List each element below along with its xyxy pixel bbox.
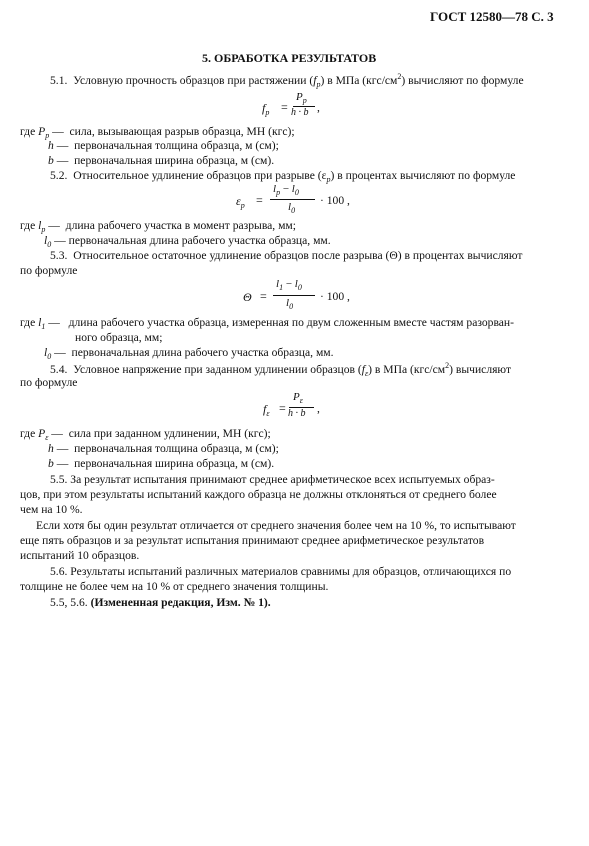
text-fragment: где [20,125,36,138]
text-fragment: ) в МПа (кгс/см [320,74,398,87]
text-fragment: h · b [288,408,306,419]
text-fragment: l [286,297,290,309]
text-fragment: — [52,125,64,138]
text-fragment: f [313,74,317,87]
text-fragment: сила, вызывающая разрыв образца, МН (кгс); [69,125,295,138]
text-fragment: − [285,278,293,290]
paragraph-5-5-line: 5.5. За результат испытания принимают среднее арифметическое всех испытуемых образ- [50,473,495,486]
definition-item [48,155,274,167]
text-fragment: P [293,391,300,403]
text-fragment: — [56,457,69,470]
text-fragment: ε [266,409,270,418]
text-fragment: где [20,427,36,440]
text-fragment: — [54,234,66,247]
text-fragment: где [20,219,36,232]
text-fragment: P [296,91,303,103]
text-fragment: 2 [397,72,402,81]
text-fragment: 5.3. [50,249,68,262]
text-fragment: h [48,442,54,455]
paragraph-5-5-line: чем на 10 %. [20,503,83,516]
text-fragment: l [294,278,298,290]
paragraph-5-4-line: по формуле [20,376,78,389]
text-fragment: Θ [243,290,252,304]
text-fragment: — [56,139,69,152]
definition-item [48,140,279,152]
text-fragment: , [317,101,320,114]
text-fragment: Условную прочность образцов при растяжении ( [73,74,314,87]
text-fragment: = [260,289,267,303]
text-fragment: 0 [294,188,299,197]
text-fragment: l [38,316,42,329]
text-fragment: — [56,154,69,167]
text-fragment: Относительное удлинение образцов при разрыве (ε [73,169,327,182]
text-fragment: 5.5, 5.6. [50,596,88,609]
text-fragment: l [288,201,292,213]
text-fragment: первоначальная длина рабочего участка образца, мм. [71,346,334,359]
text-fragment: 1 [279,283,284,292]
definition-continuation: ного образца, мм; [75,331,163,344]
text-fragment: 5.2. [50,169,68,182]
text-fragment: ) в МПа (кгс/см [368,363,446,376]
text-fragment: l [38,219,42,232]
text-fragment: Относительное остаточное удлинение образцов после разрыва (Θ) в процентах вычисляют [73,249,523,262]
definition-item [44,347,334,361]
text-fragment: h [48,139,54,152]
text-fragment: ) вычисляют по формуле [401,74,524,87]
paragraph-5-6-line: толщине не более чем на 10 % от среднего значения толщины. [20,580,329,593]
section-title: 5. ОБРАБОТКА РЕЗУЛЬТАТОВ [202,51,377,65]
text-fragment: первоначальная толщина образца, м (см); [74,139,279,152]
definition-item [48,443,279,455]
text-fragment: первоначальная ширина образца, м (см). [74,457,275,470]
text-fragment: b [48,457,54,470]
text-fragment: = [281,100,288,114]
text-fragment: f [361,363,365,376]
text-fragment: f [263,402,267,416]
definition-item [20,220,296,234]
definition-item [20,317,514,331]
text-fragment: первоначальная ширина образца, м (см). [74,154,275,167]
text-fragment: ε [299,396,303,405]
definition-item [44,235,331,249]
text-fragment: p [45,131,50,140]
text-fragment: p [265,108,270,117]
paragraph-5-1-line [50,73,524,89]
text-fragment: P [38,427,46,440]
text-fragment: 0 [289,302,294,311]
text-fragment: 0 [47,352,52,361]
text-fragment: l [273,183,277,195]
paragraph-5-2-line [50,170,515,184]
text-fragment: (Измененная редакция, Изм. № 1). [90,596,271,609]
paragraph-5-6-line: 5.6. Результаты испытаний различных материалов сравнимы для образцов, отличающихся по [50,565,512,578]
paragraph-5-3-line: по формуле [20,264,78,277]
text-fragment: h · b [291,107,309,118]
text-fragment: p [316,80,321,89]
definition-item [20,428,271,442]
text-fragment: первоначальная толщина образца, м (см); [74,442,279,455]
text-fragment: p [302,96,307,105]
text-fragment: l [44,234,48,247]
paragraph-5-5-line: цов, при этом результаты испытаний каждого образца не должны отклоняться от среднего более [20,488,497,501]
text-fragment: — [48,219,60,232]
text-fragment: ε [236,194,241,208]
definition-item [48,458,274,470]
text-fragment: — [51,427,63,440]
text-fragment: − [282,183,290,195]
text-fragment: 0 [297,283,302,292]
amendment-note [50,597,271,609]
text-fragment: P [38,125,46,138]
text-fragment: Условное напряжение при заданном удлинении образцов ( [73,363,362,376]
paragraph-5-5b-line: испытаний 10 образцов. [20,549,140,562]
text-fragment: ε [45,433,49,442]
text-fragment: b [48,154,54,167]
text-fragment: p [240,201,245,210]
text-fragment: 5.4. [50,363,68,376]
text-fragment: где [20,316,36,329]
text-fragment: ) в процентах вычисляют по формуле [330,169,516,182]
text-fragment: ε [364,369,369,378]
text-fragment: — [56,442,69,455]
text-fragment: p [326,175,331,184]
text-fragment: = [279,401,286,415]
text-fragment: l [291,183,295,195]
paragraph-5-5b-line: Если хотя бы один результат отличается от среднего значения более чем на 10 %, то испытывают [36,519,516,532]
text-fragment: = [256,193,263,207]
text-fragment: длина рабочего участка в момент разрыва, мм; [65,219,296,232]
text-fragment: 0 [47,240,52,249]
text-fragment: · 100 , [320,194,350,207]
text-fragment: 5.1. [50,74,68,87]
text-fragment: p [276,188,281,197]
paragraph-5-5b-line: еще пять образцов и за результат испытания принимают среднее арифметическое результатов [20,534,485,547]
paragraph-5-3-line [50,250,522,262]
text-fragment: — [48,316,60,329]
text-fragment: 1 [41,322,46,331]
text-fragment: ) вычисляют [449,363,512,376]
text-fragment: сила при заданном удлинении, МН (кгс); [68,427,271,440]
text-fragment: · 100 , [320,290,350,303]
text-fragment: 2 [445,361,450,370]
text-fragment: длина рабочего участка образца, измеренная по двум сложенным вместе частям разорван- [68,316,514,329]
text-fragment: p [41,225,46,234]
text-fragment: 0 [291,206,296,215]
text-fragment: l [44,346,48,359]
paragraph-5-4-line [50,362,511,378]
definition-item [20,126,295,140]
text-fragment: , [317,402,320,415]
text-fragment: первоначальная длина рабочего участка образца, мм. [68,234,331,247]
document-code: ГОСТ 12580—78 С. 3 [430,9,554,24]
text-fragment: l [276,278,280,290]
text-fragment: — [54,346,66,359]
text-fragment: f [262,101,266,115]
